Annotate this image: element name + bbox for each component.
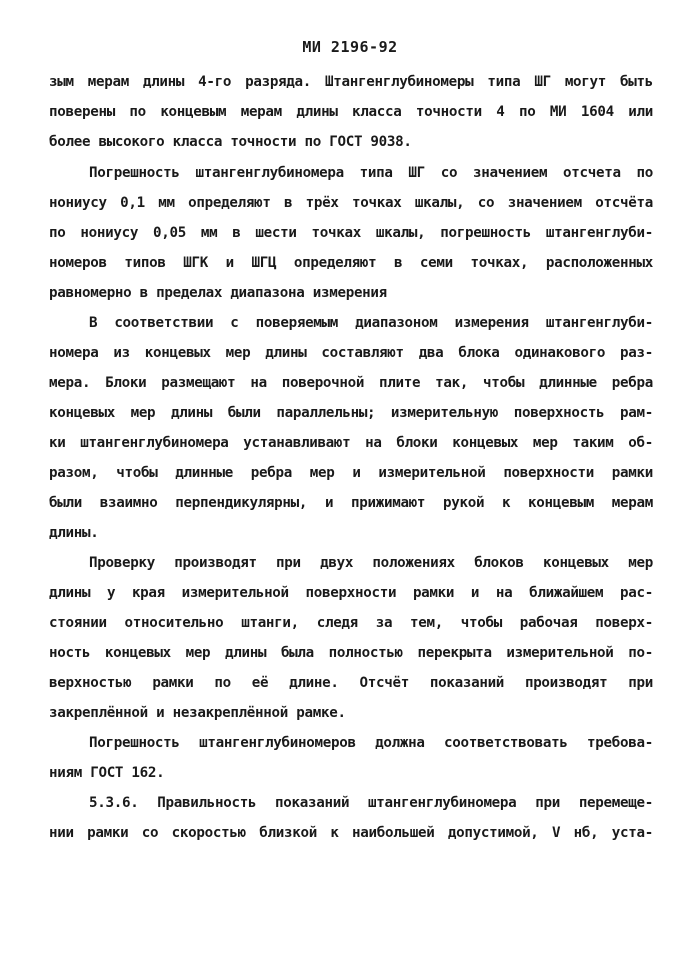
text-line: по нониусу 0,05 мм в шести точках шкалы, погрешность штангенглуби- <box>49 225 653 241</box>
text-line: ность концевых мер длины была полностью перекрыта измерительной по- <box>49 645 653 661</box>
text-line: Погрешность штангенглубиномеров должна соответствовать требова- <box>89 735 653 751</box>
text-line: В соответствии с поверяемым диапазоном измерения штангенглуби- <box>89 315 653 331</box>
text-line: разом, чтобы длинные ребра мер и измерительной поверхности рамки <box>49 465 653 481</box>
text-line: нии рамки со скоростью близкой к наибольшей допустимой, V нб, уста- <box>49 825 653 841</box>
text-line: стоянии относительно штанги, следя за тем, чтобы рабочая поверх- <box>49 615 653 631</box>
text-line: равномерно в пределах диапазона измерения <box>49 285 387 301</box>
text-line: верхностью рамки по её длине. Отсчёт показаний производят при <box>49 675 653 691</box>
text-line: ки штангенглубиномера устанавливают на блоки концевых мер таким об- <box>49 435 653 451</box>
text-line: нониусу 0,1 мм определяют в трёх точках шкалы, со значением отсчёта <box>49 195 653 211</box>
text-line: 5.3.6. Правильность показаний штангенглубиномера при перемеще- <box>89 795 653 811</box>
text-line: длины. <box>49 525 99 541</box>
text-line: поверены по концевым мерам длины класса точности 4 по МИ 1604 или <box>49 104 653 120</box>
text-line: Погрешность штангенглубиномера типа ШГ со значением отсчета по <box>89 165 653 181</box>
text-line: закреплённой и незакреплённой рамке. <box>49 705 346 721</box>
text-line: ниям ГОСТ 162. <box>49 765 165 781</box>
text-line: более высокого класса точности по ГОСТ 9038. <box>49 134 412 150</box>
text-line: мера. Блоки размещают на поверочной плите так, чтобы длинные ребра <box>49 375 653 391</box>
text-line: были взаимно перпендикулярны, и прижимают рукой к концевым мерам <box>49 495 653 511</box>
page-header: МИ 2196-92 <box>302 38 398 56</box>
text-line: Проверку производят при двух положениях блоков концевых мер <box>89 555 653 571</box>
text-line: номера из концевых мер длины составляют два блока одинакового раз- <box>49 345 653 361</box>
text-line: зым мерам длины 4-го разряда. Штангенглубиномеры типа ШГ могут быть <box>49 74 653 90</box>
text-line: номеров типов ШГК и ШГЦ определяют в семи точках, расположенных <box>49 255 653 271</box>
text-line: длины у края измерительной поверхности рамки и на ближайшем рас- <box>49 585 653 601</box>
text-line: концевых мер длины были параллельны; измерительную поверхность рам- <box>49 405 653 421</box>
